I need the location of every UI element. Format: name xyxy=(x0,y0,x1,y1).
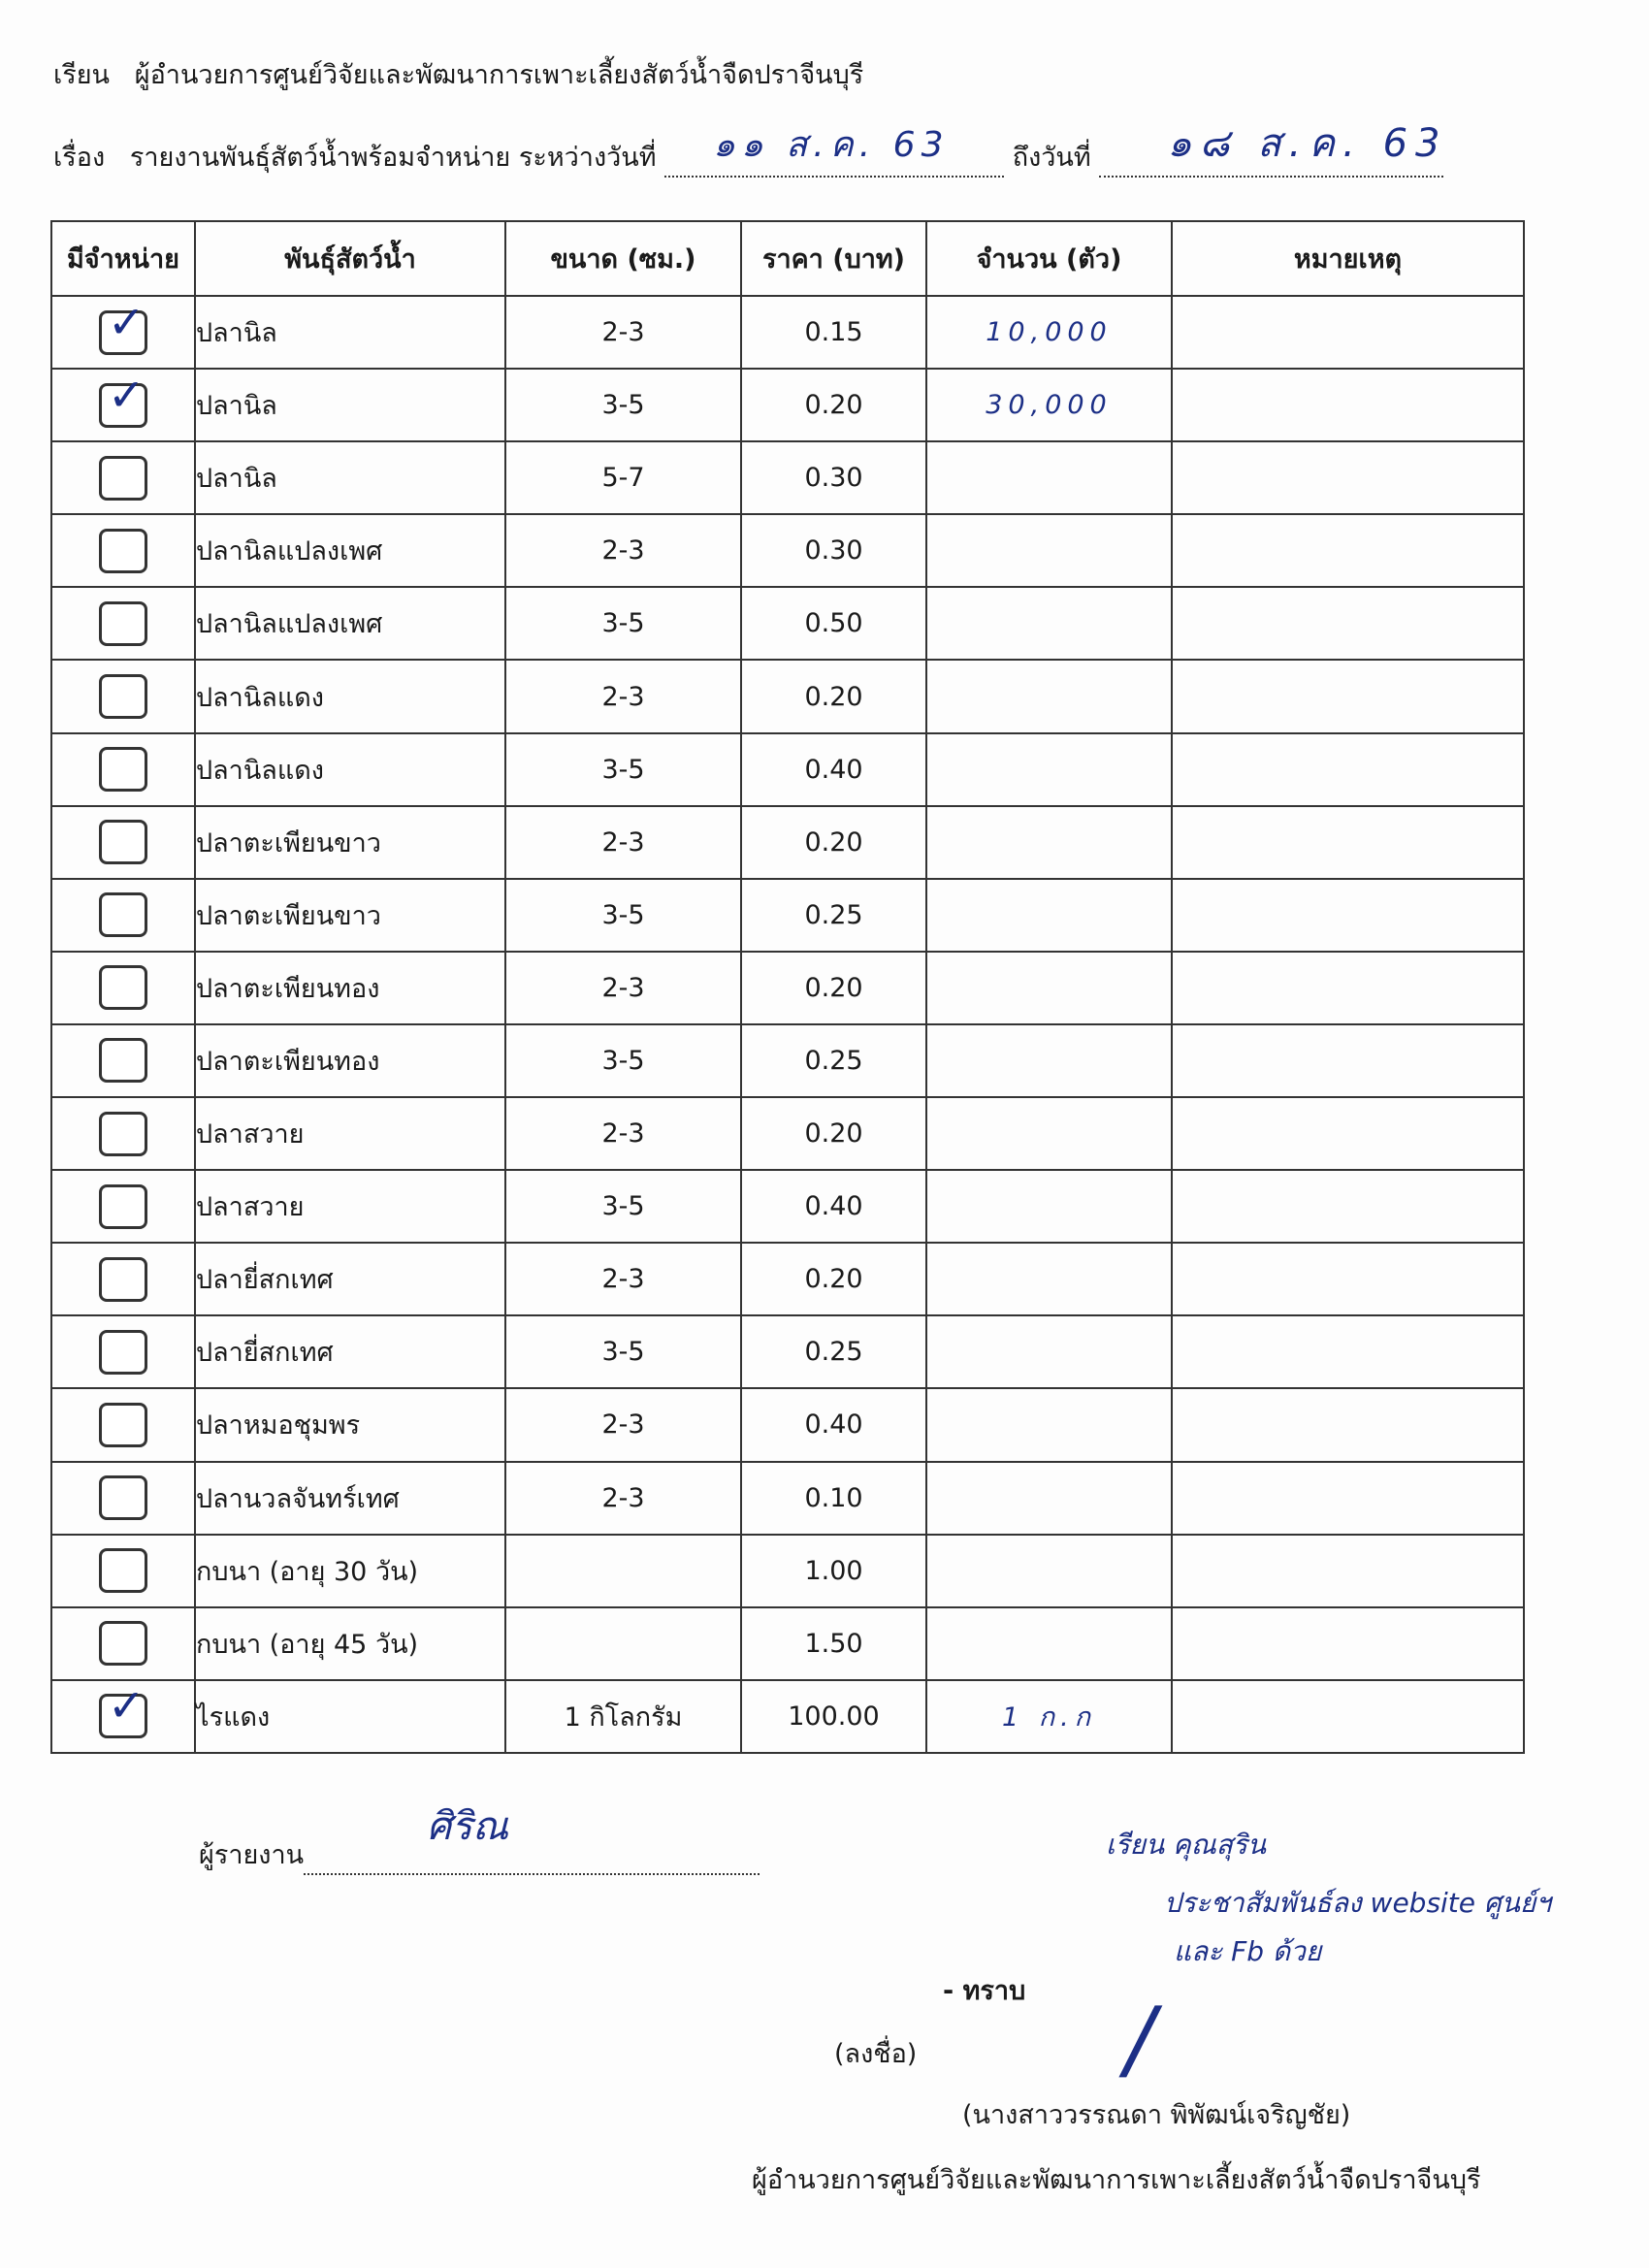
remarks-cell[interactable] xyxy=(1172,660,1524,732)
size-cell: 1 กิโลกรัม xyxy=(505,1680,741,1753)
table-row xyxy=(51,1462,1524,1535)
remarks-cell[interactable] xyxy=(1172,1388,1524,1461)
available-cell xyxy=(51,1535,195,1607)
price-cell: 100.00 xyxy=(741,1680,926,1753)
remarks-cell[interactable] xyxy=(1172,733,1524,806)
checkbox[interactable] xyxy=(99,1112,147,1156)
table-row xyxy=(51,1388,1524,1461)
species-cell: ปลานวลจันทร์เทศ xyxy=(195,1462,505,1535)
table-row xyxy=(51,1607,1524,1680)
subject-text: รายงานพันธุ์สัตว์น้ำพร้อมจำหน่าย ระหว่างวันที่ xyxy=(129,143,657,173)
quantity-cell[interactable]: 30,000 xyxy=(926,369,1172,441)
size-cell: 2-3 xyxy=(505,1462,741,1535)
species-cell: ปลาหมอชุมพร xyxy=(195,1388,505,1461)
size-cell xyxy=(505,1607,741,1680)
available-cell xyxy=(51,296,195,369)
addressee-line xyxy=(53,53,863,95)
date-to-field[interactable] xyxy=(1099,121,1448,178)
table-row xyxy=(51,733,1524,806)
available-cell xyxy=(51,806,195,879)
species-cell: ปลานิล xyxy=(195,441,505,514)
checkbox-checked[interactable] xyxy=(99,295,147,355)
header-price: ราคา (บาท) xyxy=(741,221,926,296)
available-cell xyxy=(51,1315,195,1388)
table-row xyxy=(51,1315,1524,1388)
stock-table xyxy=(50,220,1525,1754)
remarks-cell[interactable] xyxy=(1172,1535,1524,1607)
species-cell: ปลานิล xyxy=(195,296,505,369)
size-cell: 3-5 xyxy=(505,1170,741,1243)
check-mark-icon: ✓ xyxy=(108,368,146,421)
remarks-cell[interactable] xyxy=(1172,1607,1524,1680)
table-row xyxy=(51,1535,1524,1607)
director-signature: ∕ xyxy=(1125,1989,1155,2090)
size-cell: 2-3 xyxy=(505,660,741,732)
species-cell: ปลานิลแปลงเพศ xyxy=(195,587,505,660)
quantity-cell[interactable] xyxy=(926,1535,1172,1607)
checkbox-checked[interactable] xyxy=(99,368,147,428)
size-cell: 2-3 xyxy=(505,1243,741,1315)
species-cell: ปลานิลแปลงเพศ xyxy=(195,514,505,587)
remarks-cell[interactable] xyxy=(1172,441,1524,514)
handwritten-note-line2: ประชาสัมพันธ์ลง website ศูนย์ฯ xyxy=(1164,1887,1551,1919)
table-row xyxy=(51,441,1524,514)
header-size: ขนาด (ซม.) xyxy=(505,221,741,296)
checkbox[interactable] xyxy=(99,1330,147,1375)
table-row xyxy=(51,1024,1524,1097)
price-cell: 0.40 xyxy=(741,1388,926,1461)
checkbox[interactable] xyxy=(99,747,147,792)
quantity-cell[interactable]: 1 ก.ก xyxy=(926,1680,1172,1753)
species-cell: ปลายี่สกเทศ xyxy=(195,1243,505,1315)
quantity-cell[interactable] xyxy=(926,587,1172,660)
species-cell: ปลาตะเพียนขาว xyxy=(195,879,505,952)
header-available: มีจำหน่าย xyxy=(51,221,195,296)
size-cell: 3-5 xyxy=(505,1315,741,1388)
price-cell: 0.40 xyxy=(741,733,926,806)
remarks-cell[interactable] xyxy=(1172,806,1524,879)
price-cell: 0.20 xyxy=(741,369,926,441)
reporter-signature-field[interactable] xyxy=(304,1848,760,1875)
quantity-cell[interactable] xyxy=(926,1097,1172,1170)
acknowledged-text: - ทราบ xyxy=(943,1976,1026,2006)
available-cell xyxy=(51,1170,195,1243)
remarks-cell[interactable] xyxy=(1172,1462,1524,1535)
date-to-handwritten: ๑๘ ส.ค. 63 xyxy=(1167,121,1448,166)
species-cell: ปลาสวาย xyxy=(195,1097,505,1170)
remarks-cell[interactable] xyxy=(1172,1170,1524,1243)
size-cell: 2-3 xyxy=(505,514,741,587)
price-cell: 0.50 xyxy=(741,587,926,660)
table-row xyxy=(51,369,1524,441)
subject-label: เรื่อง xyxy=(53,143,106,173)
species-cell: ปลานิลแดง xyxy=(195,660,505,732)
handwritten-note-line1: เรียน คุณสุริน xyxy=(1106,1829,1267,1861)
remarks-cell[interactable] xyxy=(1172,514,1524,587)
signed-label: (ลงชื่อ) xyxy=(834,2039,918,2069)
table-row xyxy=(51,660,1524,732)
quantity-cell[interactable] xyxy=(926,952,1172,1024)
quantity-cell[interactable] xyxy=(926,1315,1172,1388)
table-row xyxy=(51,514,1524,587)
available-cell xyxy=(51,514,195,587)
remarks-cell[interactable] xyxy=(1172,1243,1524,1315)
species-cell: ปลาตะเพียนขาว xyxy=(195,806,505,879)
price-cell: 0.20 xyxy=(741,806,926,879)
available-cell xyxy=(51,587,195,660)
available-cell xyxy=(51,1097,195,1170)
price-cell: 0.20 xyxy=(741,1097,926,1170)
director-title: ผู้อำนวยการศูนย์วิจัยและพัฒนาการเพาะเลี้ยงสัตว์น้ำจืดปราจีนบุรี xyxy=(752,2165,1481,2195)
subject-line xyxy=(53,121,1470,178)
size-cell: 3-5 xyxy=(505,1024,741,1097)
quantity-cell[interactable] xyxy=(926,879,1172,952)
size-cell xyxy=(505,1535,741,1607)
addressee-label: เรียน xyxy=(53,60,111,90)
checkbox[interactable] xyxy=(99,456,147,501)
price-cell: 0.40 xyxy=(741,1170,926,1243)
header-quantity: จำนวน (ตัว) xyxy=(926,221,1172,296)
price-cell: 0.25 xyxy=(741,1024,926,1097)
quantity-cell[interactable] xyxy=(926,514,1172,587)
checkbox[interactable] xyxy=(99,820,147,864)
table-row xyxy=(51,1243,1524,1315)
available-cell xyxy=(51,1024,195,1097)
size-cell: 2-3 xyxy=(505,1388,741,1461)
size-cell: 3-5 xyxy=(505,587,741,660)
header-remarks: หมายเหตุ xyxy=(1172,221,1524,296)
checkbox[interactable] xyxy=(99,529,147,573)
quantity-cell[interactable] xyxy=(926,733,1172,806)
available-cell xyxy=(51,1680,195,1753)
price-cell: 1.50 xyxy=(741,1607,926,1680)
size-cell: 2-3 xyxy=(505,1097,741,1170)
price-cell: 0.25 xyxy=(741,1315,926,1388)
checkbox[interactable] xyxy=(99,1038,147,1083)
available-cell xyxy=(51,879,195,952)
checkbox[interactable] xyxy=(99,1257,147,1302)
available-cell xyxy=(51,1243,195,1315)
checkbox[interactable] xyxy=(99,674,147,719)
table-row xyxy=(51,1097,1524,1170)
available-cell xyxy=(51,952,195,1024)
quantity-cell[interactable] xyxy=(926,1462,1172,1535)
price-cell: 0.30 xyxy=(741,514,926,587)
table-row xyxy=(51,806,1524,879)
remarks-cell[interactable] xyxy=(1172,879,1524,952)
species-cell: ปลายี่สกเทศ xyxy=(195,1315,505,1388)
species-cell: ปลานิล xyxy=(195,369,505,441)
available-cell xyxy=(51,1607,195,1680)
price-cell: 0.30 xyxy=(741,441,926,514)
remarks-cell[interactable] xyxy=(1172,1315,1524,1388)
quantity-cell[interactable] xyxy=(926,1243,1172,1315)
reporter-label: ผู้รายงาน xyxy=(199,1840,305,1870)
remarks-cell[interactable] xyxy=(1172,1024,1524,1097)
director-name: (นางสาววรรณดา พิพัฒน์เจริญชัย) xyxy=(962,2100,1351,2130)
checkbox[interactable] xyxy=(99,1548,147,1593)
table-header-row xyxy=(51,221,1524,296)
price-cell: 0.20 xyxy=(741,952,926,1024)
price-cell: 1.00 xyxy=(741,1535,926,1607)
price-cell: 0.10 xyxy=(741,1462,926,1535)
size-cell: 2-3 xyxy=(505,952,741,1024)
species-cell: ปลาสวาย xyxy=(195,1170,505,1243)
species-cell: ปลานิลแดง xyxy=(195,733,505,806)
remarks-cell[interactable] xyxy=(1172,952,1524,1024)
size-cell: 3-5 xyxy=(505,879,741,952)
size-cell: 2-3 xyxy=(505,806,741,879)
stock-table-body xyxy=(51,296,1524,1753)
date-from-field[interactable] xyxy=(664,125,1004,178)
reporter-line xyxy=(199,1833,760,1875)
price-cell: 0.20 xyxy=(741,1243,926,1315)
price-cell: 0.20 xyxy=(741,660,926,732)
table-row xyxy=(51,296,1524,369)
table-row xyxy=(51,1680,1524,1753)
quantity-cell[interactable] xyxy=(926,441,1172,514)
check-mark-icon: ✓ xyxy=(108,1679,146,1733)
size-cell: 3-5 xyxy=(505,369,741,441)
available-cell xyxy=(51,660,195,732)
price-cell: 0.15 xyxy=(741,296,926,369)
species-cell: กบนา (อายุ 45 วัน) xyxy=(195,1607,505,1680)
species-cell: ไรแดง xyxy=(195,1680,505,1753)
species-cell: ปลาตะเพียนทอง xyxy=(195,1024,505,1097)
size-cell: 5-7 xyxy=(505,441,741,514)
quantity-cell[interactable] xyxy=(926,1170,1172,1243)
checkbox[interactable] xyxy=(99,1621,147,1666)
checkbox[interactable] xyxy=(99,965,147,1010)
addressee-text: ผู้อำนวยการศูนย์วิจัยและพัฒนาการเพาะเลี้ยงสัตว์น้ำจืดปราจีนบุรี xyxy=(134,60,864,90)
price-cell: 0.25 xyxy=(741,879,926,952)
table-row xyxy=(51,1170,1524,1243)
remarks-cell[interactable] xyxy=(1172,296,1524,369)
size-cell: 2-3 xyxy=(505,296,741,369)
checkbox[interactable] xyxy=(99,1184,147,1229)
available-cell xyxy=(51,1388,195,1461)
available-cell xyxy=(51,441,195,514)
to-date-label: ถึงวันที่ xyxy=(1012,143,1091,173)
handwritten-note-line3: และ Fb ด้วย xyxy=(1174,1935,1322,1967)
reporter-signature: ศิริณ xyxy=(427,1804,508,1849)
header-species: พันธุ์สัตว์น้ำ xyxy=(195,221,505,296)
quantity-cell[interactable] xyxy=(926,1024,1172,1097)
checkbox[interactable] xyxy=(99,1475,147,1520)
available-cell xyxy=(51,733,195,806)
species-cell: กบนา (อายุ 30 วัน) xyxy=(195,1535,505,1607)
checkbox[interactable] xyxy=(99,601,147,646)
table-row xyxy=(51,952,1524,1024)
remarks-cell[interactable] xyxy=(1172,369,1524,441)
checkbox-checked[interactable] xyxy=(99,1679,147,1738)
quantity-cell[interactable]: 10,000 xyxy=(926,296,1172,369)
remarks-cell[interactable] xyxy=(1172,1097,1524,1170)
size-cell: 3-5 xyxy=(505,733,741,806)
checkbox[interactable] xyxy=(99,1403,147,1447)
quantity-cell[interactable] xyxy=(926,1607,1172,1680)
quantity-cell[interactable] xyxy=(926,806,1172,879)
available-cell xyxy=(51,369,195,441)
quantity-cell[interactable] xyxy=(926,660,1172,732)
species-cell: ปลาตะเพียนทอง xyxy=(195,952,505,1024)
date-from-handwritten: ๑๑ ส.ค. 63 xyxy=(713,125,950,165)
available-cell xyxy=(51,1462,195,1535)
check-mark-icon: ✓ xyxy=(108,295,146,348)
quantity-cell[interactable] xyxy=(926,1388,1172,1461)
remarks-cell[interactable] xyxy=(1172,587,1524,660)
table-row xyxy=(51,587,1524,660)
remarks-cell[interactable] xyxy=(1172,1680,1524,1753)
table-row xyxy=(51,879,1524,952)
checkbox[interactable] xyxy=(99,892,147,937)
